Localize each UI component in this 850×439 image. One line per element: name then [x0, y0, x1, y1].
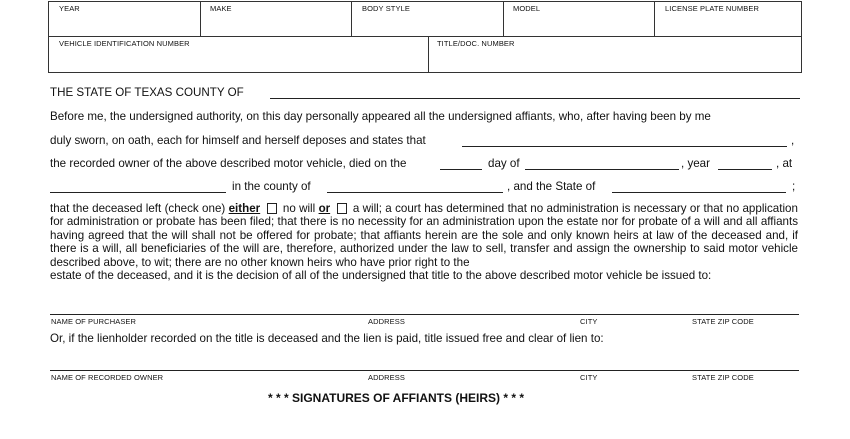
vin-field-label: VEHICLE IDENTIFICATION NUMBER — [59, 39, 190, 48]
deceased-name-input-line[interactable] — [462, 146, 787, 147]
or-word: or — [318, 202, 331, 215]
statement-line-2: duly sworn, on oath, each for himself and herself deposes and states that — [50, 134, 426, 147]
will-checkbox[interactable] — [337, 203, 347, 214]
license-plate-field-label: LICENSE PLATE NUMBER — [665, 4, 759, 13]
recorded-owner-address-label: ADDRESS — [368, 373, 405, 382]
recorded-owner-name-label: NAME OF RECORDED OWNER — [51, 373, 164, 382]
signatures-heading: * * * SIGNATURES OF AFFIANTS (HEIRS) * * * — [268, 391, 525, 405]
lienholder-text: Or, if the lienholder recorded on the title is deceased and the lien is paid, title issued free and clear of lien to: — [50, 332, 604, 345]
no-will-label: no will — [282, 202, 316, 215]
recorded-owner-city-label: CITY — [580, 373, 598, 382]
col-divider — [351, 1, 352, 36]
purchaser-state-zip-label: STATE ZIP CODE — [692, 317, 754, 326]
col-divider — [428, 36, 429, 73]
purchaser-name-label: NAME OF PURCHASER — [51, 317, 137, 326]
para-last: estate of the deceased, and it is the decision of all of the undersigned that title to the above described motor vehicle be issued to: — [50, 269, 712, 283]
affidavit-paragraph — [50, 202, 798, 282]
make-field-label: MAKE — [210, 4, 232, 13]
year-field-label: YEAR — [59, 4, 80, 13]
statement-line-3-c: , year — [681, 157, 710, 170]
death-place-input-line[interactable] — [50, 192, 226, 193]
statement-line-3-b: day of — [488, 157, 520, 170]
statement-line-3-d: , at — [776, 157, 793, 170]
purchaser-city-label: CITY — [580, 317, 598, 326]
no-will-checkbox[interactable] — [267, 203, 277, 214]
col-divider — [654, 1, 655, 36]
death-county-input-line[interactable] — [327, 192, 503, 193]
death-date-input-line[interactable] — [440, 169, 482, 170]
table-row-divider — [48, 36, 802, 37]
statement-line-2-end: , — [791, 134, 795, 147]
model-field-label: MODEL — [513, 4, 541, 13]
statement-line-4-a: in the county of — [232, 180, 311, 193]
either-word: either — [228, 202, 261, 215]
recorded-owner-input-line[interactable] — [50, 370, 799, 371]
death-state-input-line[interactable] — [612, 192, 786, 193]
para-start: that the deceased left (check one) — [50, 202, 226, 215]
recorded-owner-state-zip-label: STATE ZIP CODE — [692, 373, 754, 382]
purchaser-address-label: ADDRESS — [368, 317, 405, 326]
statement-line-4-end: ; — [792, 180, 796, 193]
body-style-field-label: BODY STYLE — [362, 4, 410, 13]
county-line-label: THE STATE OF TEXAS COUNTY OF — [50, 86, 244, 99]
statement-line-1: Before me, the undersigned authority, on this day personally appeared all the undersigned affiants, who, after having been by me — [50, 110, 711, 123]
col-divider — [200, 1, 201, 36]
purchaser-input-line[interactable] — [50, 314, 799, 315]
county-input-line[interactable] — [270, 98, 800, 99]
statement-line-3-a: the recorded owner of the above described motor vehicle, died on the — [50, 157, 407, 170]
col-divider — [503, 1, 504, 36]
statement-line-4-b: , and the State of — [507, 180, 596, 193]
title-doc-number-field-label: TITLE/DOC. NUMBER — [437, 39, 515, 48]
death-year-input-line[interactable] — [718, 169, 772, 170]
para-rest: a will; a court has determined that no administration is necessary or that no application for administration or probate has been filed; that there is no necessity for an administration upon the estate nor for probate of a will and all affiants having agreed that the will shall not be offered for probate; that affiants herein are the sole and only known heirs at law of the deceased and, if there is a will, all beneficiaries of the will are, therefore, authorized under the law to sell, transfer and assign the ownership to said motor vehicle described above, to wit; there are no other known heirs who have prior right to the — [50, 202, 798, 269]
death-month-input-line[interactable] — [525, 169, 679, 170]
